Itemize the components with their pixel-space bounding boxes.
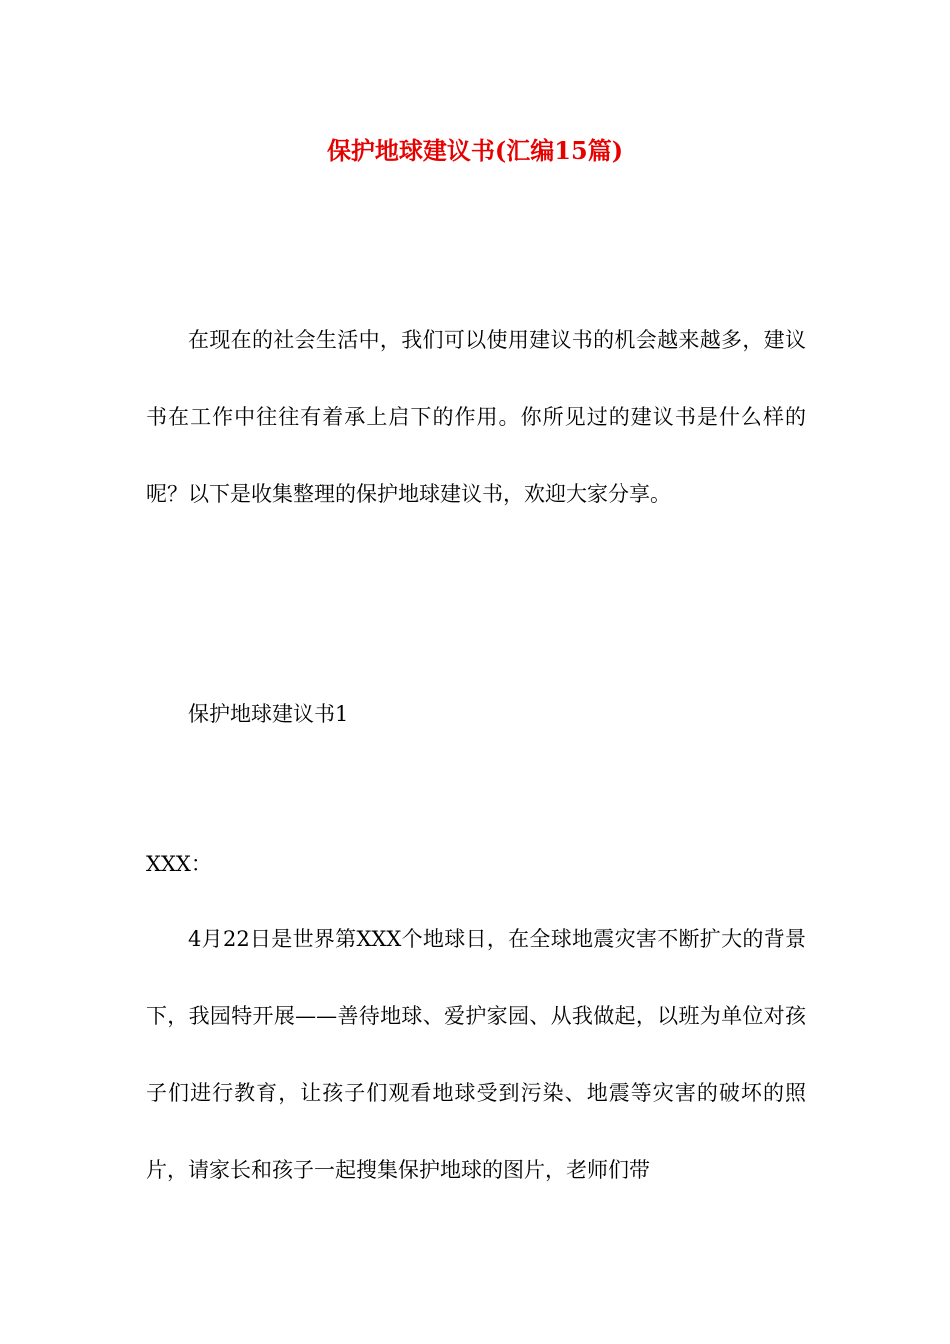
- intro-paragraph: 在现在的社会生活中，我们可以使用建议书的机会越来越多，建议书在工作中往往有着承上启下的作用。你所见过的建议书是什么样的呢？以下是收集整理的保护地球建议书，欢迎大家分享。: [146, 328, 806, 506]
- salutation: XXX：: [146, 852, 212, 876]
- document-title: 保护地球建议书(汇编15篇): [326, 136, 624, 165]
- body-paragraph: 4月22日是世界第XXX个地球日，在全球地震灾害不断扩大的背景下，我园特开展——善待地球、爱护家园、从我做起，以班为单位对孩子们进行教育，让孩子们观看地球受到污染、地震等灾害的破坏的照片，请家长和孩子一起搜集保护地球的图片，老师们带: [146, 927, 806, 1182]
- section-heading: 保护地球建议书1: [188, 702, 349, 726]
